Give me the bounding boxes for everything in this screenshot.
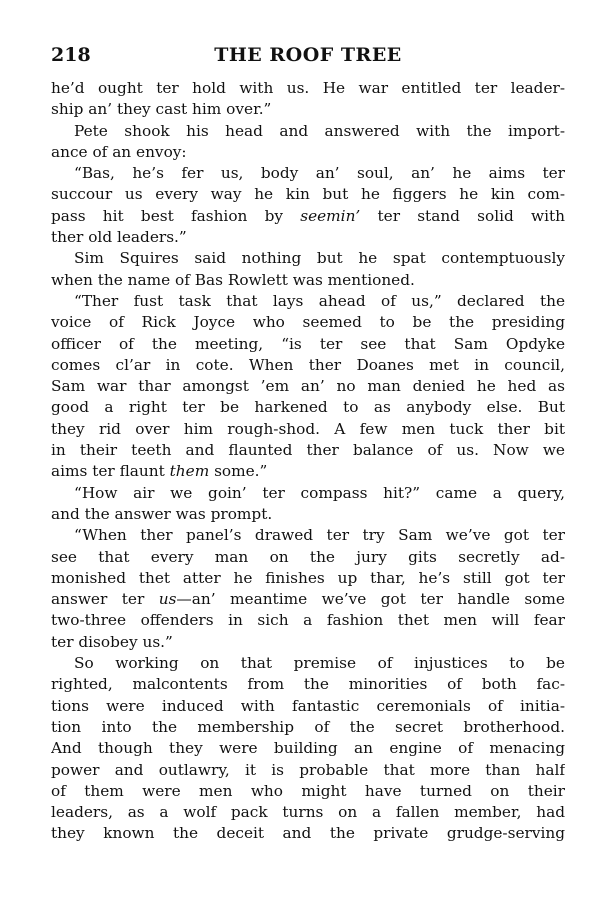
text-line: answer ter us—an’ meantime we’ve got ter handle some (51, 590, 565, 609)
text-line: officer of the meeting, “is ter see that Sam Opdyke (51, 334, 565, 353)
text-line: of them were men who might have turned on their (51, 781, 565, 800)
text-line: leaders, as a wolf pack turns on a fallen member, had (51, 803, 565, 822)
text-line: ther old leaders.” (51, 228, 187, 247)
text-line: ance of an envoy: (51, 142, 187, 161)
text-line: power and outlawry, it is probable that more than half (51, 760, 565, 779)
text-line: tions were induced with fantastic ceremonials of initia- (51, 696, 565, 715)
italic-word: them (169, 462, 210, 481)
text-line: Sam war thar amongst ’em an’ no man denied he hed as (51, 377, 565, 396)
text-line: aims ter flaunt them some.” (51, 462, 268, 481)
text-line: he’d ought ter hold with us. He war entitled ter leader- (51, 79, 565, 97)
italic-word: us (158, 590, 177, 609)
text-line: pass hit best fashion by seemin’ ter stand solid with (51, 206, 565, 225)
body-text (51, 78, 565, 845)
running-title: THE ROOF TREE (214, 44, 402, 66)
text-line: monished thet atter he finishes up thar, he’s still got ter (51, 568, 565, 587)
text-line: “Ther fust task that lays ahead of us,” declared the (74, 291, 565, 310)
page-header (51, 44, 565, 70)
text-line: “Bas, he’s fer us, body an’ soul, an’ he aims ter (74, 164, 565, 183)
page-number: 218 (51, 44, 91, 66)
text-line: “How air we goin’ ter compass hit?” came a query, (74, 483, 565, 502)
text-line: and the answer was prompt. (51, 504, 273, 523)
text-line: good a right ter be harkened to as anybody else. But (51, 398, 565, 417)
text-line: righted, malcontents from the minorities of both fac- (51, 675, 565, 694)
text-line: they rid over him rough-shod. A few men tuck ther bit (51, 419, 565, 438)
italic-word: seemin’ (300, 206, 361, 225)
text-line: “When ther panel’s drawed ter try Sam we’ve got ter (74, 526, 565, 545)
text-line: succour us every way he kin but he figgers he kin com- (51, 185, 565, 204)
text-line: tion into the membership of the secret brotherhood. (51, 717, 565, 736)
text-line: Sim Squires said nothing but he spat contemptuously (74, 249, 565, 268)
text-line: ship an’ they cast him over.” (51, 100, 272, 119)
text-line: voice of Rick Joyce who seemed to be the presiding (51, 313, 565, 332)
text-line: And though they were building an engine of menacing (51, 739, 565, 758)
text-line: see that every man on the jury gits secretly ad- (51, 547, 565, 566)
text-line: ter disobey us.” (51, 632, 173, 651)
text-line: So working on that premise of injustices to be (74, 654, 565, 673)
text-line: in their teeth and flaunted ther balance of us. Now we (51, 441, 565, 460)
text-line: two-three offenders in sich a fashion thet men will fear (51, 611, 565, 630)
text-line: comes cl’ar in cote. When ther Doanes met in council, (51, 355, 565, 374)
text-line: Pete shook his head and answered with the import- (74, 121, 565, 140)
text-line: they known the deceit and the private grudge-serving (51, 824, 565, 843)
text-line: when the name of Bas Rowlett was mentioned. (51, 270, 415, 289)
